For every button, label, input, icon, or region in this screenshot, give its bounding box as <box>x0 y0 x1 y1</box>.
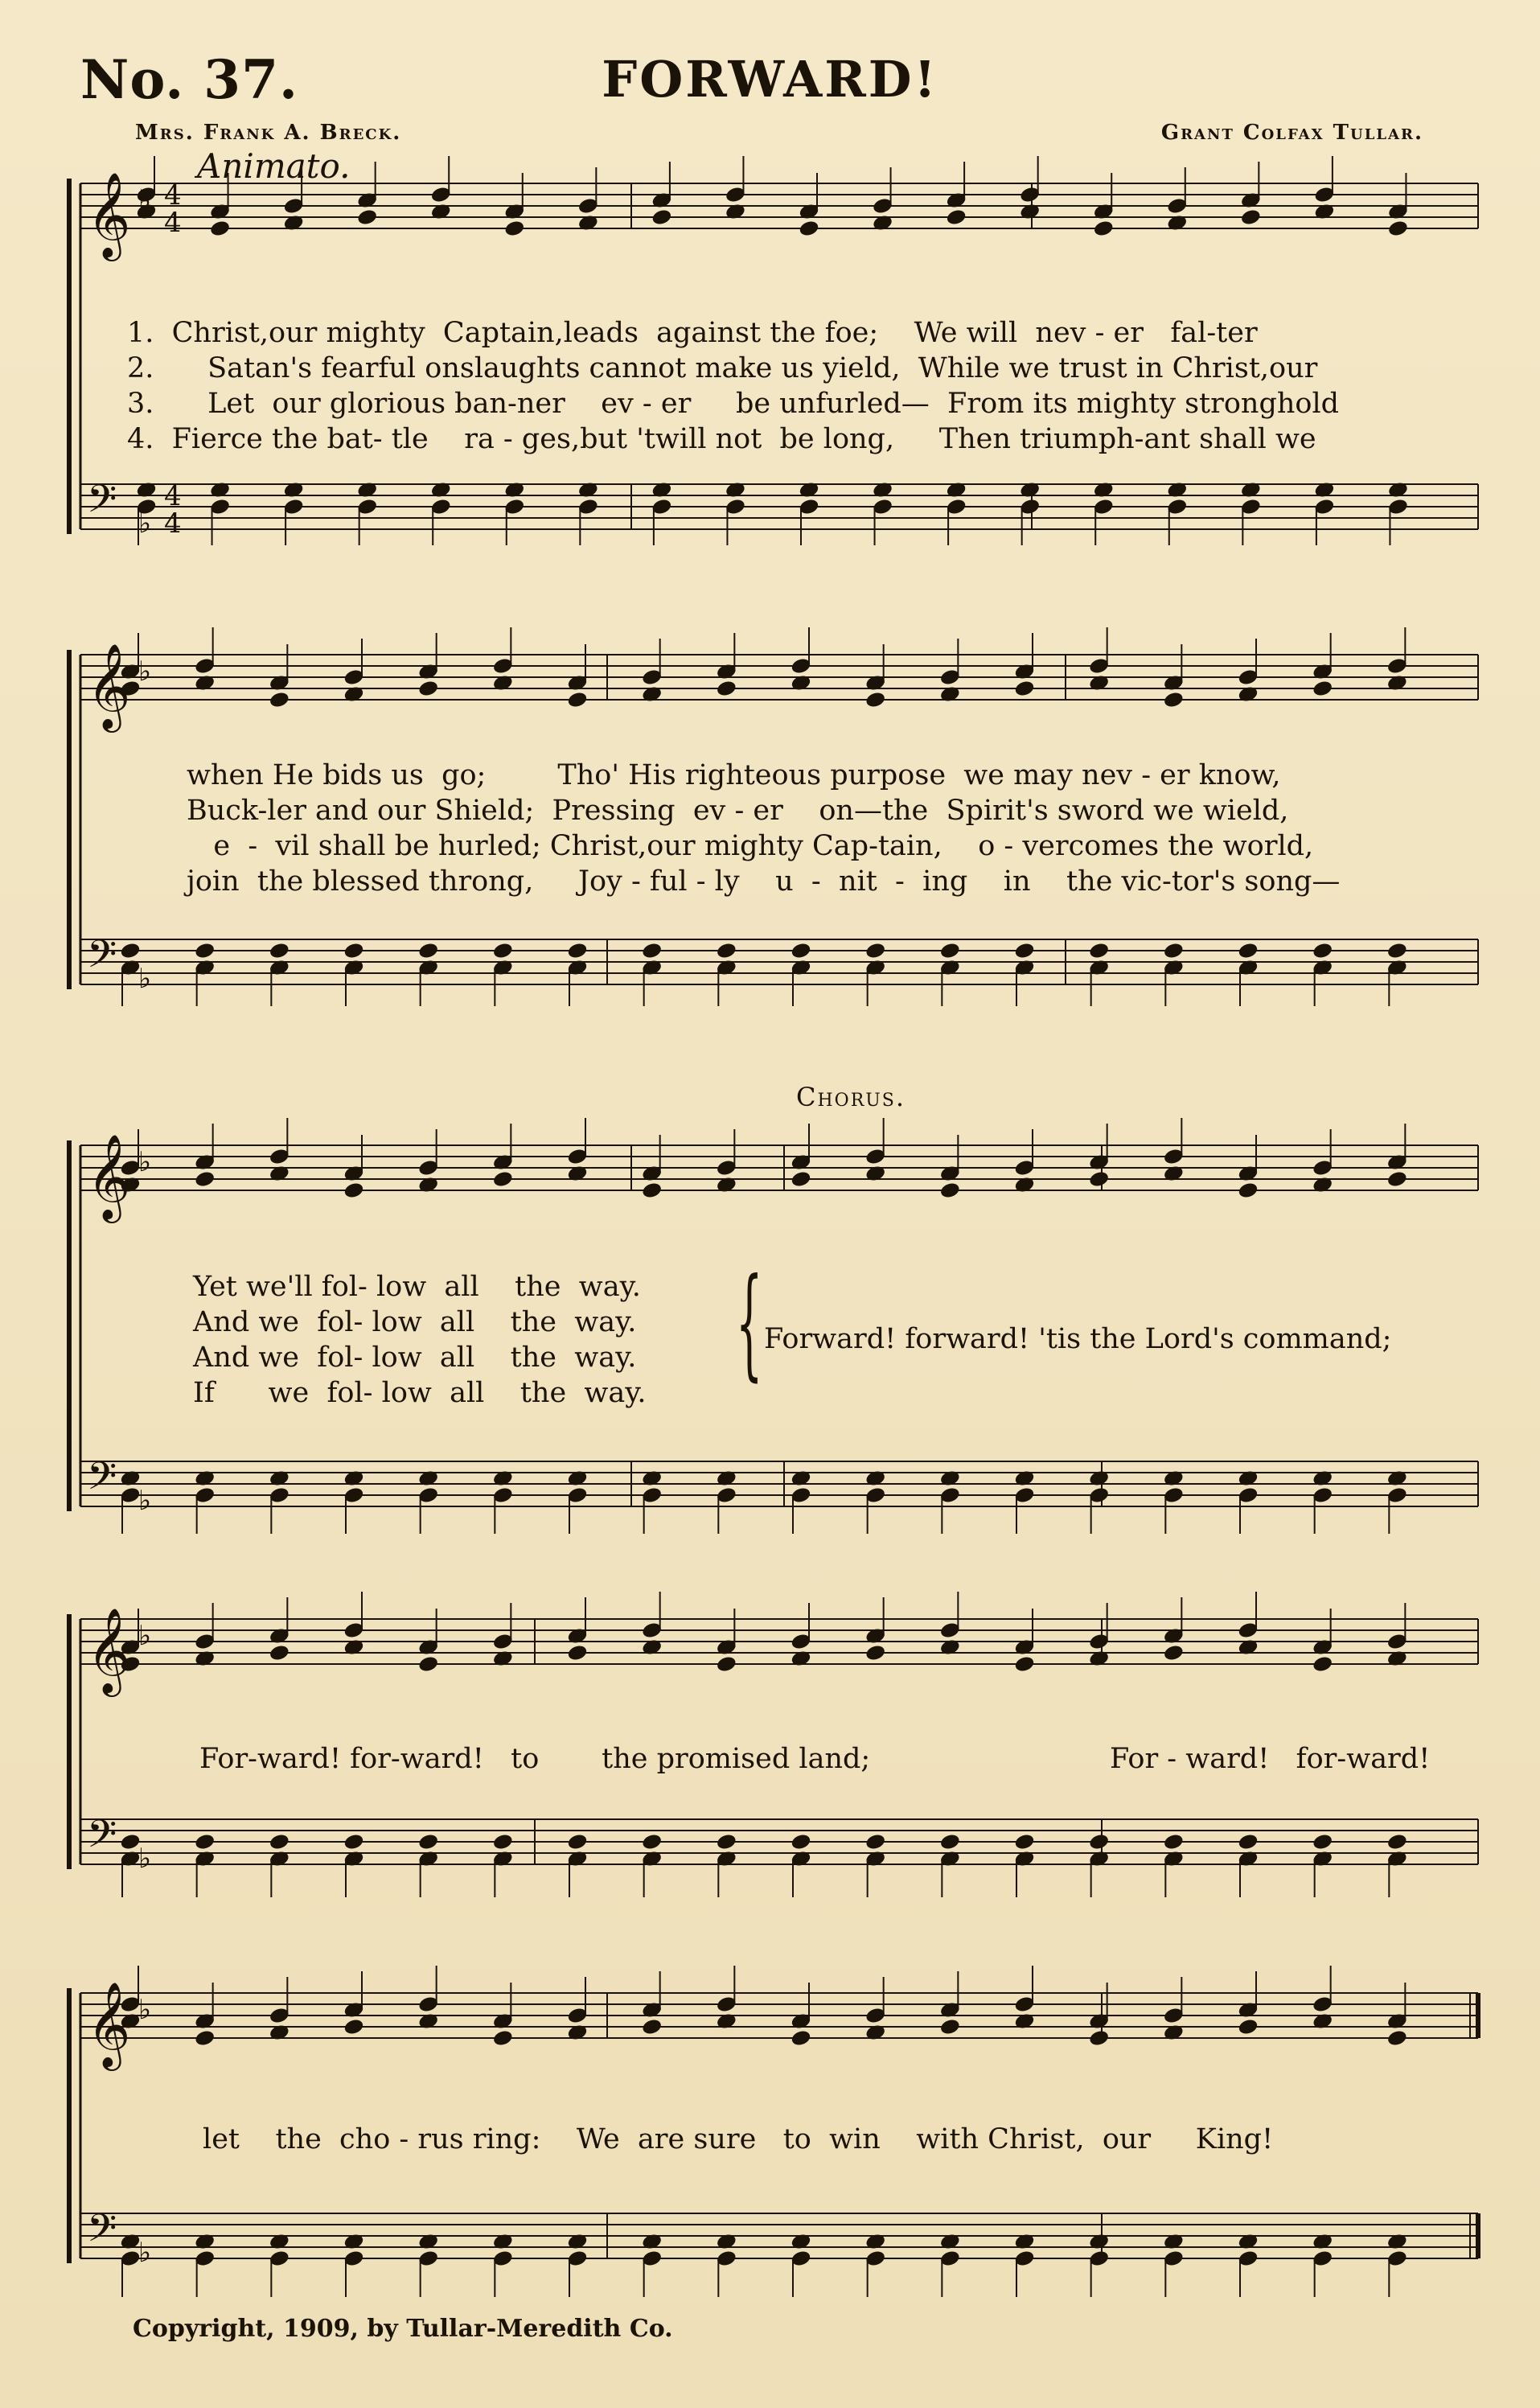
verse-3-line-2: e - vil shall be hurled; Christ,our mighty Cap-tain, o - vercomes the world, <box>187 830 1314 862</box>
svg-text:𝄢: 𝄢 <box>87 1811 117 1866</box>
chorus-line-2: For-ward! for-ward! to the promised land; <box>199 1743 871 1775</box>
svg-text:𝄞: 𝄞 <box>87 1981 131 2067</box>
verse-1-line-1: 1. Christ,our mighty Captain,leads against the foe; We will nev - er fal-ter <box>127 317 1258 349</box>
svg-text:♭: ♭ <box>138 1485 152 1517</box>
svg-text:𝄞: 𝄞 <box>87 171 131 257</box>
svg-text:𝄢: 𝄢 <box>87 2205 117 2260</box>
verse-2-line-1: 2. Satan's fearful onslaughts cannot make us yield, While we trust in Christ,our <box>127 352 1318 384</box>
verse-4-line-3: If we fol- low all the way. <box>193 1377 647 1409</box>
chorus-line-4: let the cho - rus ring: We are sure to win with Christ, our King! <box>203 2123 1274 2155</box>
svg-text:𝄢: 𝄢 <box>87 1453 117 1508</box>
svg-text:𝄢: 𝄢 <box>87 931 117 986</box>
svg-text:♭: ♭ <box>138 184 152 216</box>
verse-4-line-2: join the blessed throng, Joy - ful - ly u - nit - ing in the vic-tor's song— <box>187 865 1341 898</box>
svg-text:𝄞: 𝄞 <box>87 1607 131 1693</box>
verse-4-line-1: 4. Fierce the bat- tle ra - ges,but 'twill not be long, Then triumph-ant shall we <box>127 423 1316 455</box>
hymn-title: FORWARD! <box>602 50 938 109</box>
verse-3-line-3: And we fol- low all the way. <box>193 1342 637 1374</box>
verse-1-line-3: Yet we'll fol- low all the way. <box>193 1271 641 1303</box>
verse-brace: { <box>736 1253 763 1393</box>
verse-1-line-2: when He bids us go; Tho' His righteous purpose we may nev - er know, <box>187 759 1281 791</box>
svg-text:♭: ♭ <box>138 1620 152 1652</box>
chorus-line-3: For - ward! for-ward! <box>1110 1743 1431 1775</box>
hymn-number: No. 37. <box>80 48 298 111</box>
svg-text:♭: ♭ <box>138 1843 152 1875</box>
tempo-marking: Animato. <box>197 146 351 186</box>
svg-text:4: 4 <box>164 179 182 212</box>
verse-3-line-1: 3. Let our glorious ban-ner ev - er be unfurled— From its mighty stronghold <box>127 388 1340 420</box>
verse-2-line-3: And we fol- low all the way. <box>193 1306 637 1338</box>
svg-text:𝄢: 𝄢 <box>87 476 117 531</box>
svg-text:𝄞: 𝄞 <box>87 643 131 729</box>
svg-text:4: 4 <box>164 207 182 239</box>
svg-text:4: 4 <box>164 507 182 540</box>
lyricist-credit: Mrs. Frank A. Breck. <box>135 121 402 145</box>
svg-text:♭: ♭ <box>138 655 152 688</box>
verse-2-line-2: Buck-ler and our Shield; Pressing ev - er on—the Spirit's sword we wield, <box>187 795 1289 827</box>
chorus-label: Chorus. <box>796 1082 906 1112</box>
svg-text:♭: ♭ <box>138 1146 152 1178</box>
svg-text:♭: ♭ <box>138 2237 152 2269</box>
copyright-notice: Copyright, 1909, by Tullar-Meredith Co. <box>133 2315 673 2343</box>
svg-text:4: 4 <box>164 480 182 512</box>
svg-text:𝄞: 𝄞 <box>87 1133 131 1219</box>
chorus-line-1: Forward! forward! 'tis the Lord's command; <box>764 1323 1392 1355</box>
svg-text:♭: ♭ <box>138 507 152 540</box>
svg-text:♭: ♭ <box>138 1994 152 2026</box>
svg-text:♭: ♭ <box>138 963 152 995</box>
composer-credit: Grant Colfax Tullar. <box>1160 121 1423 145</box>
